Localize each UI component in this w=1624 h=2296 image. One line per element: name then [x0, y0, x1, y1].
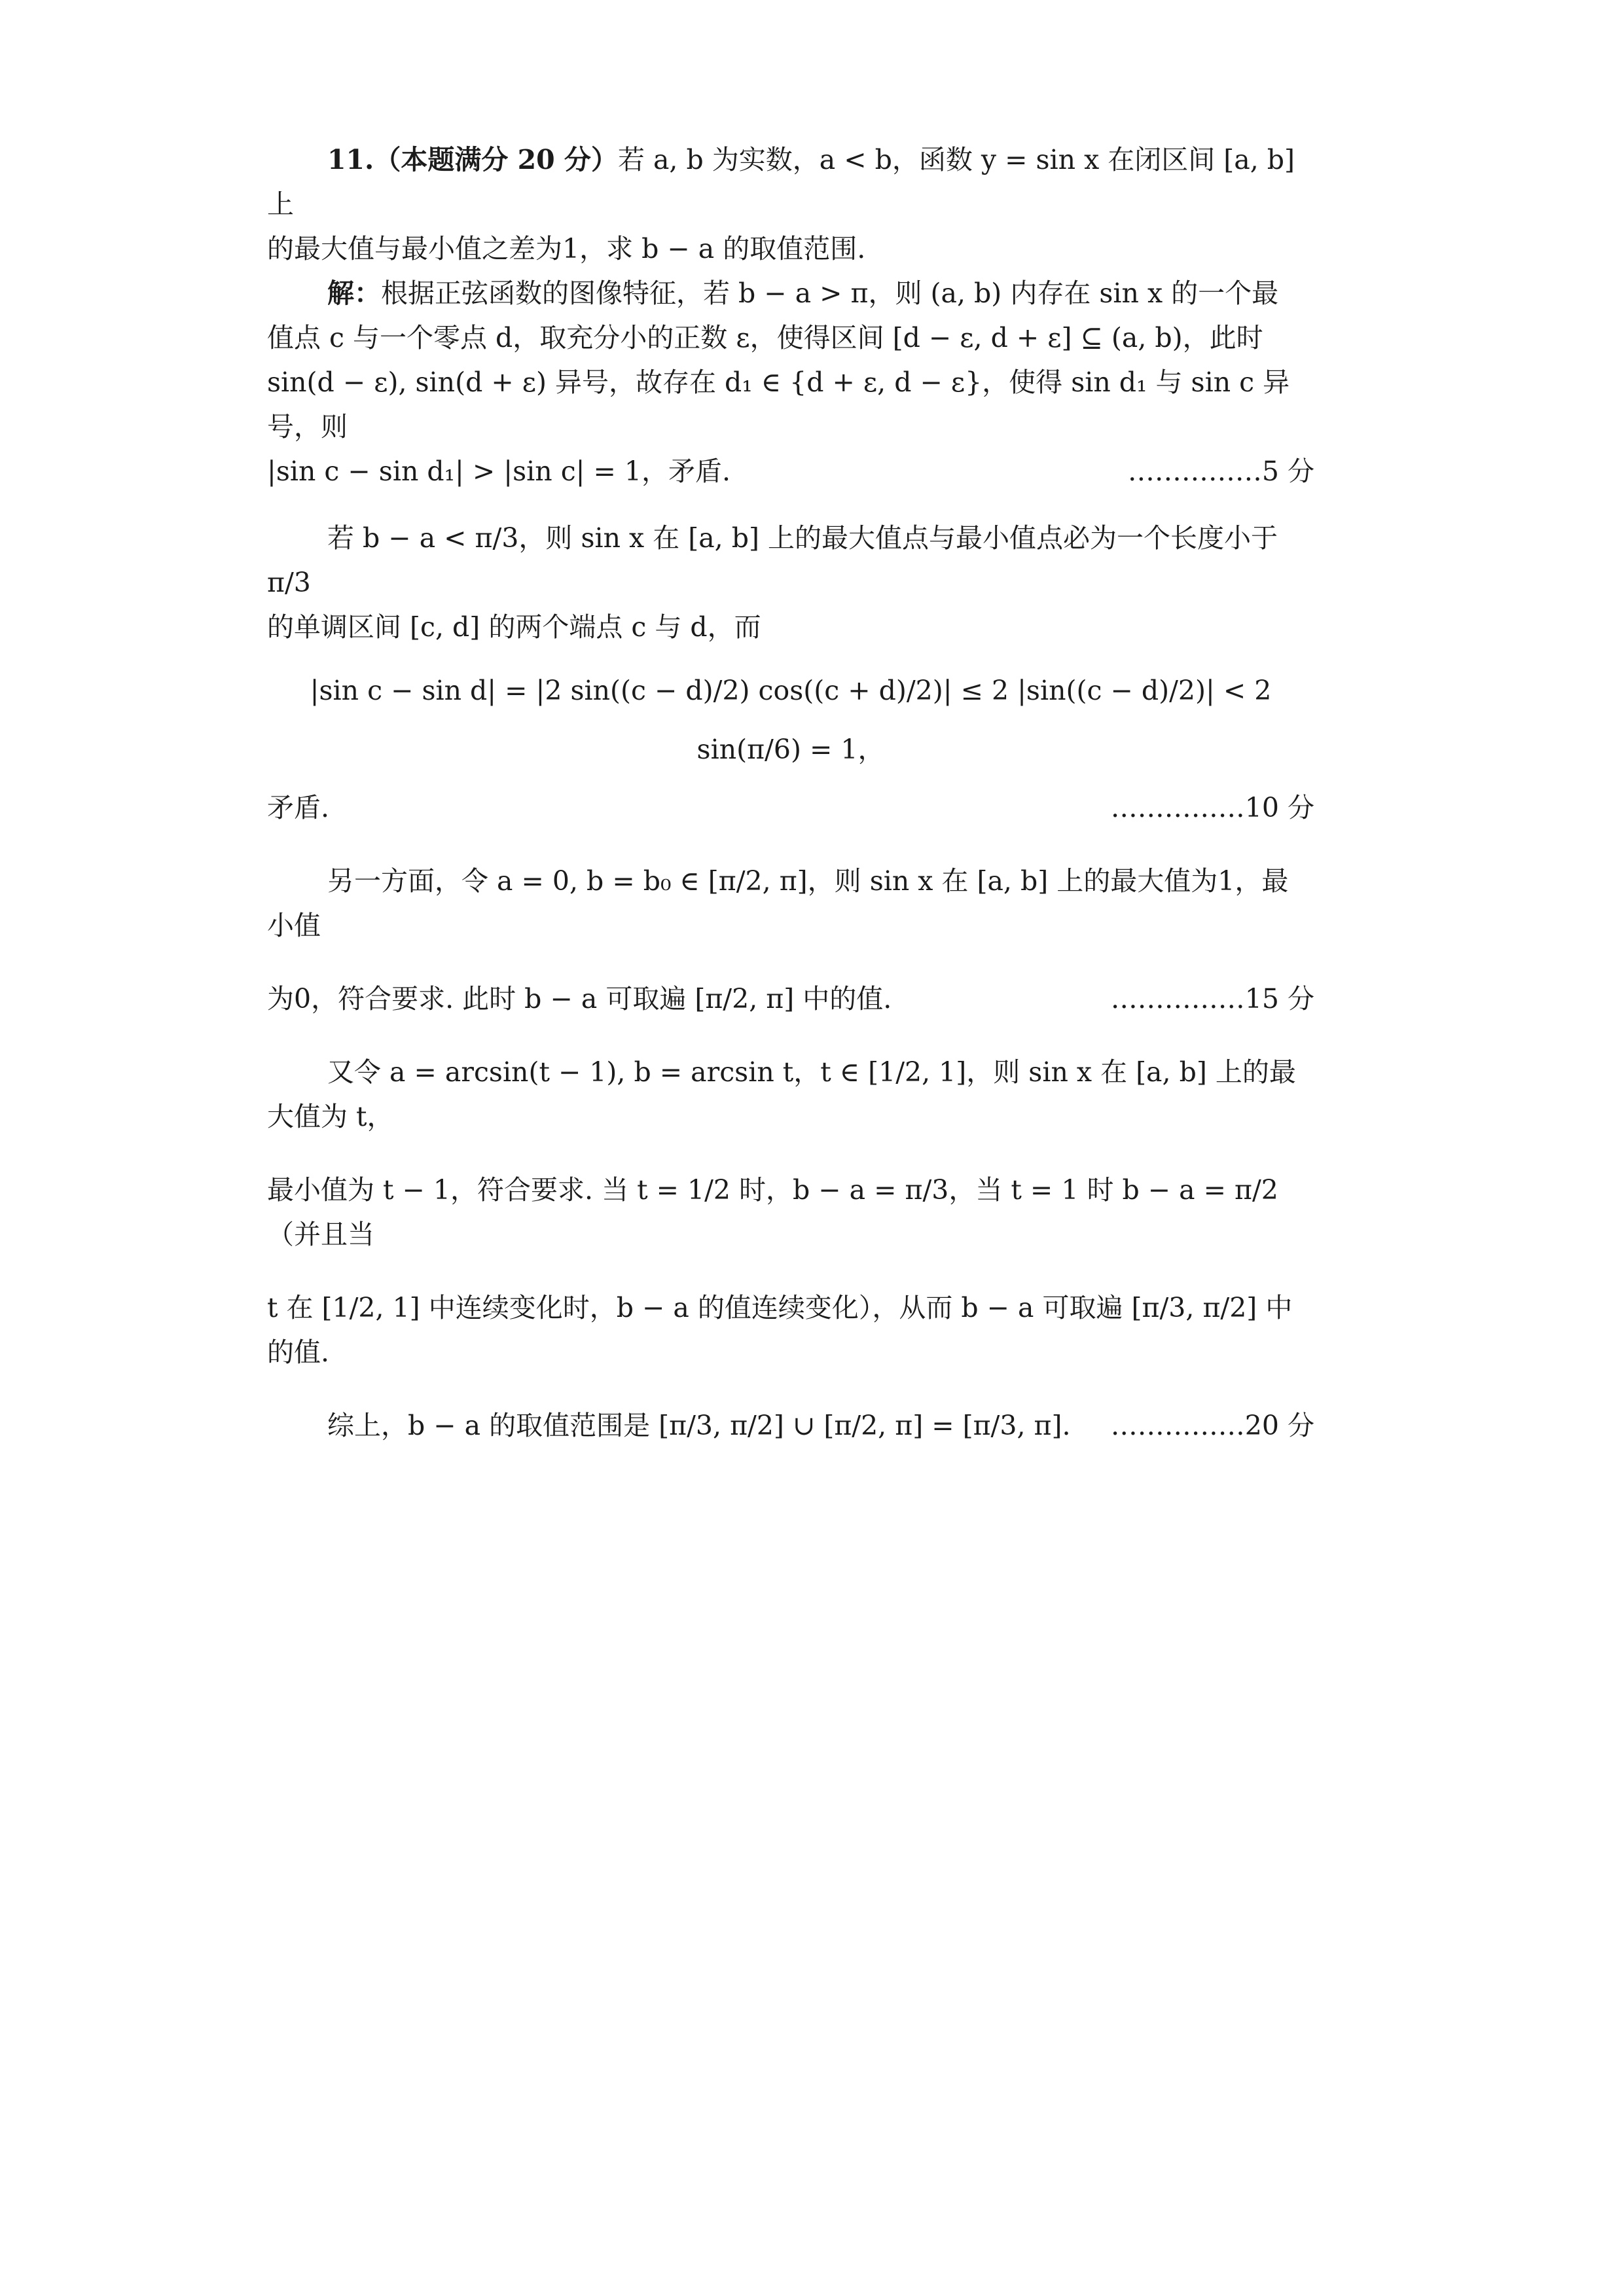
problem-number-title: 11.（本题满分 20 分） [327, 144, 618, 175]
solution-paragraph-2-line-2: 的单调区间 [c, d] 的两个端点 c 与 d，而 [267, 611, 761, 643]
solution-text-block [267, 137, 1314, 1448]
solution-label: 解： [327, 278, 381, 309]
contradiction-text-1: |sin c − sin d₁| > |sin c| = 1，矛盾. [267, 456, 731, 487]
contradiction-text-2: 矛盾. [267, 792, 330, 823]
solution-paragraph-3-line-2 [267, 977, 1314, 1021]
solution-conclusion-line [267, 1403, 1314, 1448]
paragraph-3-text: 为0，符合要求. 此时 b − a 可取遍 [π/2, π] 中的值. [267, 983, 892, 1014]
solution-paragraph-2-line-3 [267, 785, 1314, 830]
solution-paragraph-4-line-1: 又令 a = arcsin(t − 1), b = arcsin t，t ∈ [1/2, 1]，则 sin x 在 [a, b] 上的最大值为 t， [267, 1056, 1296, 1132]
solution-text-1: 根据正弦函数的图像特征，若 b − a > π，则 (a, b) 内存在 sin x 的一个最 [381, 278, 1279, 309]
inequality-formula: |sin c − sin d| = |2 sin((c − d)/2) cos((c + d)/2)| ≤ 2 |sin((c − d)/2)| < 2 sin(π/6) = 1， [310, 675, 1272, 765]
problem-text-1: 若 a, b 为实数，a < b，函数 y = sin x 在闭区间 [a, b] 上 [267, 144, 1295, 220]
score-marker-20: ……………20 分 [1110, 1410, 1314, 1441]
score-marker-5: ……………5 分 [1127, 456, 1314, 487]
score-marker-15: ……………15 分 [1110, 983, 1314, 1014]
solution-paragraph-2-line-1: 若 b − a < π/3，则 sin x 在 [a, b] 上的最大值点与最小值点必为一个长度小于 π/3 [267, 522, 1278, 598]
score-marker-10: ……………10 分 [1110, 792, 1314, 823]
solution-paragraph-3-line-1: 另一方面，令 a = 0, b = b₀ ∈ [π/2, π]，则 sin x 在 [a, b] 上的最大值为1，最小值 [267, 865, 1289, 941]
conclusion-text: 综上，b − a 的取值范围是 [π/3, π/2] ∪ [π/2, π] = [π/3, π]. [327, 1410, 1071, 1441]
problem-statement-line-2: 的最大值与最小值之差为1，求 b − a 的取值范围. [267, 233, 866, 264]
solution-paragraph-4-line-3: t 在 [1/2, 1] 中连续变化时，b − a 的值连续变化），从而 b − a 可取遍 [π/3, π/2] 中的值. [267, 1292, 1293, 1368]
solution-paragraph-1-line-4 [267, 449, 1314, 493]
solution-paragraph-1-line-1 [267, 271, 1314, 315]
problem-statement-line-1 [267, 137, 1314, 226]
solution-paragraph-4-line-2: 最小值为 t − 1，符合要求. 当 t = 1/2 时，b − a = π/3，当 t = 1 时 b − a = π/2（并且当 [267, 1174, 1278, 1250]
solution-paragraph-1-line-2: 值点 c 与一个零点 d，取充分小的正数 ε，使得区间 [d − ε, d + ε] ⊆ (a, b)，此时 [267, 322, 1263, 353]
solution-paragraph-1-line-3: sin(d − ε), sin(d + ε) 异号，故存在 d₁ ∈ {d + ε, d − ε}，使得 sin d₁ 与 sin c 异号，则 [267, 367, 1290, 442]
